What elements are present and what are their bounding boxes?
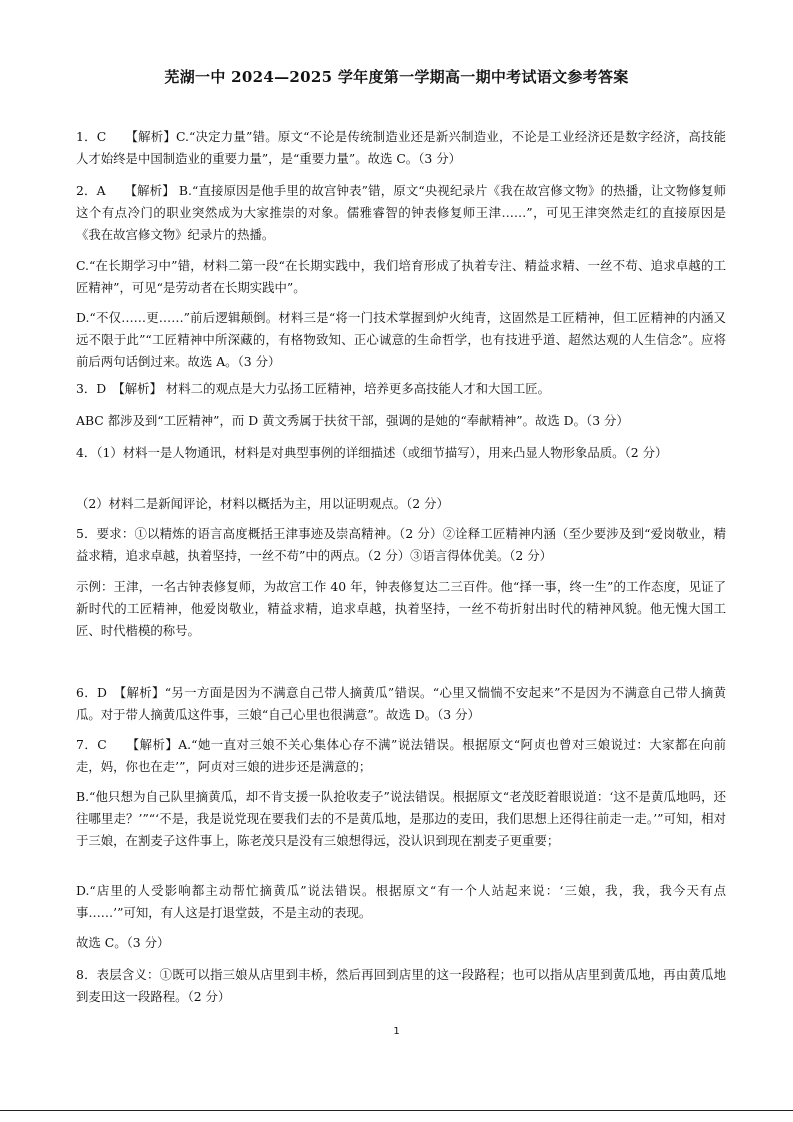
answer-7-d: D.“店里的人受影响都主动帮忙摘黄瓜”说法错误。根据原文“有一个人站起来说：‘三娘，我，我，我今天有点事……’”可知，有人这是打退堂鼓，不是主动的表现。 xyxy=(76,883,726,920)
answer-8: 8．表层含义：①既可以指三娘从店里到丰桥，然后再回到店里的这一段路程；也可以指从店里到黄瓜地，再由黄瓜地到麦田这一段路程。（2 分） xyxy=(76,967,726,1004)
page-number: 1 xyxy=(393,1026,400,1037)
answer-1: 1．C 【解析】C.“决定力量”错。原文“不论是传统制造业还是新兴制造业，不论是工业经济还是数字经济，高技能人才始终是中国制造业的重要力量”，是“重要力量”。故选 C。（3 分） xyxy=(76,129,726,166)
page-title: 芜湖一中 2024—2025 学年度第一学期高一期中考试语文参考答案 xyxy=(164,68,629,86)
answer-3-detail: ABC 都涉及到“工匠精神”，而 D 黄文秀属于扶贫干部，强调的是她的“奉献精神”。故选 D。（3 分） xyxy=(76,413,629,428)
answer-6: 6．D 【解析】“另一方面是因为不满意自己带人摘黄瓜”错误。“心里又惴惴不安起来”不是因为不满意自己带人摘黄瓜。对于带人摘黄瓜这件事，三娘“自己心里也很满意”。故选 D。（3 分） xyxy=(76,685,726,722)
page-bottom-border xyxy=(0,1110,793,1111)
answer-2-c: C.“在长期学习中”错，材料二第一段“在长期实践中，我们培育形成了执着专注、精益求精、一丝不苟、追求卓越的工匠精神”，可见“是劳动者在长期实践中”。 xyxy=(76,258,726,295)
answer-5: 5．要求：①以精炼的语言高度概括王津事迹及崇高精神。（2 分）②诠释工匠精神内涵（至少要涉及到“爱岗敬业，精益求精，追求卓越，执着坚持，一丝不苟”中的两点。（2 分）③语言得体优美。（2 分） xyxy=(76,526,726,563)
answer-2-a: 2．A 【解析】 B.“直接原因是他手里的故宫钟表”错，原文“央视纪录片《我在故宫修文物》的热播，让文物修复师这个有点冷门的职业突然成为大家推崇的对象。儒雅睿智的钟表修复师王津……”，可见王津突然走红的直接原因是《我在故宫修文物》纪录片的热播。 xyxy=(76,183,726,242)
answer-4-1: 4．（1）材料一是人物通讯，材料是对典型事例的详细描述（或细节描写），用来凸显人物形象品质。（2 分） xyxy=(76,445,668,460)
answer-7-b: B.“他只想为自己队里摘黄瓜，却不肯支援一队抢收麦子”说法错误。根据原文“老茂眨着眼说道：‘这不是黄瓜地吗，还往哪里走？’”“‘不是，我是说党现在要我们去的不是黄瓜地，是那边的麦田，我们思想上还得往前走一走。’”可知，相对于三娘，在割麦子这件事上，陈老茂只是没有三娘想得远，没认识到现在割麦子更重要； xyxy=(76,789,726,848)
answer-2-d: D.“不仅……更……”前后逻辑颠倒。材料三是“将一门技术掌握到炉火纯青，这固然是工匠精神，但工匠精神的内涵又远不限于此”“工匠精神中所深藏的，有格物致知、正心诚意的生命哲学，也有技进乎道、超然达观的人生信念”。应将前后两句话倒过来。故选 A。（3 分） xyxy=(76,310,726,369)
answer-3: 3．D 【解析】 材料二的观点是大力弘扬工匠精神，培养更多高技能人才和大国工匠。 xyxy=(76,381,551,396)
answer-7-conclusion: 故选 C。（3 分） xyxy=(76,935,170,950)
answer-5-example: 示例：王津，一名古钟表修复师，为故宫工作 40 年，钟表修复达二三百件。他“择一事，终一生”的工作态度，见证了新时代的工匠精神，他爱岗敬业，精益求精，追求卓越，执着坚持，一丝不苟折射出时代的精神风貌。他无愧大国工匠、时代楷模的称号。 xyxy=(76,579,726,638)
answer-4-2: （2）材料二是新闻评论，材料以概括为主，用以证明观点。（2 分） xyxy=(76,496,449,511)
answer-7-a: 7．C 【解析】A.“她一直对三娘不关心集体心存不满”说法错误。根据原文“阿贞也曾对三娘说过：大家都在向前走，妈，你也在走’”，阿贞对三娘的进步还是满意的； xyxy=(76,737,726,774)
